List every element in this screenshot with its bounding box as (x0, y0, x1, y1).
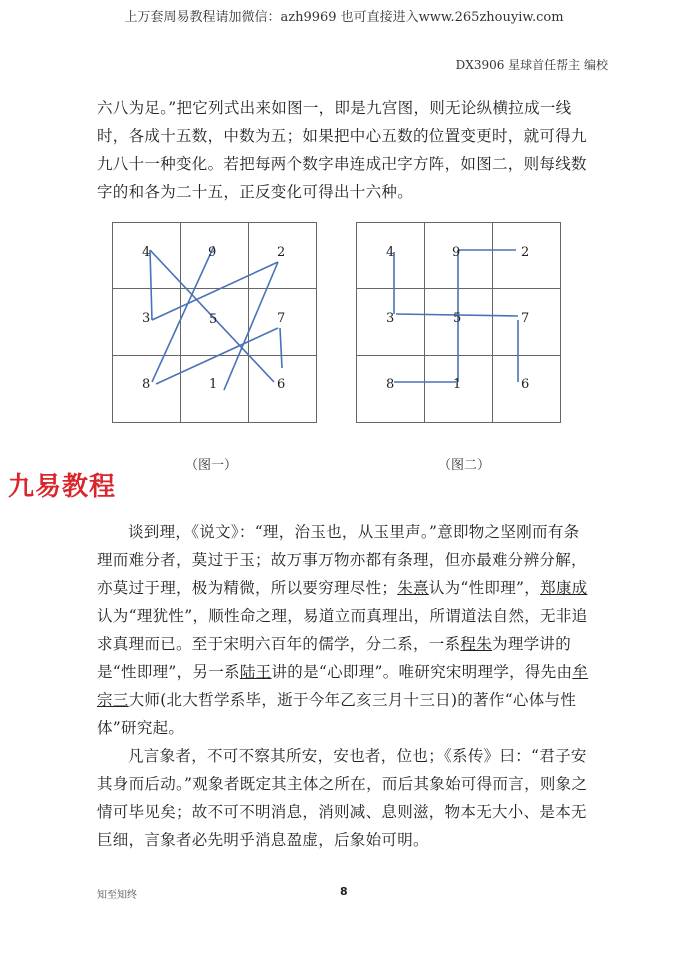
figure-two-cell: 6 (521, 377, 530, 392)
underlined-name-luwang: 陆王 (239, 663, 272, 681)
underlined-name-chengzhu: 程朱 (460, 635, 493, 653)
figure-two-caption: （图二） (438, 458, 491, 473)
figure-two-cell: 7 (521, 311, 530, 326)
figure-two-cell: 4 (386, 245, 395, 260)
figure-one-cell: 1 (209, 377, 218, 392)
figure-two-cell: 3 (386, 311, 395, 326)
figure-two-cell: 9 (452, 245, 461, 260)
figure-two-cell: 2 (521, 245, 530, 260)
ad-header: 上万套周易教程请加微信：azh9969 也可直接进入www.265zhouyiw.com (124, 10, 564, 25)
page-number: 8 (340, 885, 348, 898)
figure-two-cell: 8 (386, 377, 395, 392)
text-run: 认为“理犹性”，顺性命之理，易道立而真理出，所谓道法自然，无非追求真理而已。至于宋明六百年的儒学，分二系，一系 (97, 607, 588, 653)
footer-motto: 知至知终 (97, 890, 137, 901)
text-run: 谈到理，《说文》：“理，治玉也，从玉里声。”意即物之坚刚而有条理而难分者，莫过于玉；故万事万物亦都有条理，但亦最难分辨分解，亦莫过于理，极为精微，所以要穷理尽性； (97, 523, 587, 597)
paragraph-on-li (97, 518, 595, 742)
watermark-logo: 九易教程 (8, 472, 117, 502)
paragraph-text: 凡言象者，不可不察其所安，安也者，位也；《系传》曰：“君子安其身而后动。”观象者既定其主体之所在，而后其象始可得而言，则象之情可毕见矣；故不可不明消息，消则减、息则滋，物本无大小、是本无巨细，言象者必先明乎消息盈虚，后象始可明。 (97, 747, 588, 849)
figure-one-cell: 9 (208, 245, 217, 260)
figure-two-grid (356, 222, 562, 424)
text-run: 认为“性即理”， (428, 579, 541, 597)
text-run: 大师(北大哲学系毕，逝于今年乙亥三月十三日)的著作“心体与性体”研究起。 (97, 691, 577, 737)
underlined-name-zhengkangcheng: 郑康成 (540, 579, 588, 597)
editor-credit: DX3906 星球首任帮主 编校 (455, 58, 608, 72)
figure-one-cell: 5 (209, 312, 218, 327)
figure-one-cell: 8 (142, 377, 151, 392)
figure-two-cell: 5 (453, 311, 462, 326)
paragraph-on-xiang (97, 742, 595, 854)
figure-one-grid (112, 222, 318, 424)
figure-one-caption: （图一） (185, 458, 238, 473)
text-run: 为理学讲的是“性即理”，另一系 (97, 635, 572, 681)
figure-one-cell: 4 (142, 245, 151, 260)
paragraph-nine-palace (97, 94, 595, 206)
text-run: 讲的是“心即理”。唯研究宋明理学，得先由 (271, 663, 573, 681)
figure-one-cell: 3 (142, 311, 151, 326)
figure-one-cell: 7 (277, 311, 286, 326)
figure-one-cell: 6 (277, 377, 286, 392)
underlined-name-zhuxi: 朱熹 (397, 579, 429, 597)
figure-one-cell: 2 (277, 245, 286, 260)
figure-two-cell: 1 (453, 377, 462, 392)
underlined-name-mouzongsan: 牟宗三 (97, 663, 589, 709)
paragraph-text: 六八为足。”把它列式出来如图一，即是九宫图，则无论纵横拉成一线时，各成十五数，中数为五；如果把中心五数的位置变更时，就可得九九八十一种变化。若把每两个数字串连成卍字方阵，如图二，则每线数字的和各为二十五，正反变化可得出十六种。 (97, 99, 587, 201)
